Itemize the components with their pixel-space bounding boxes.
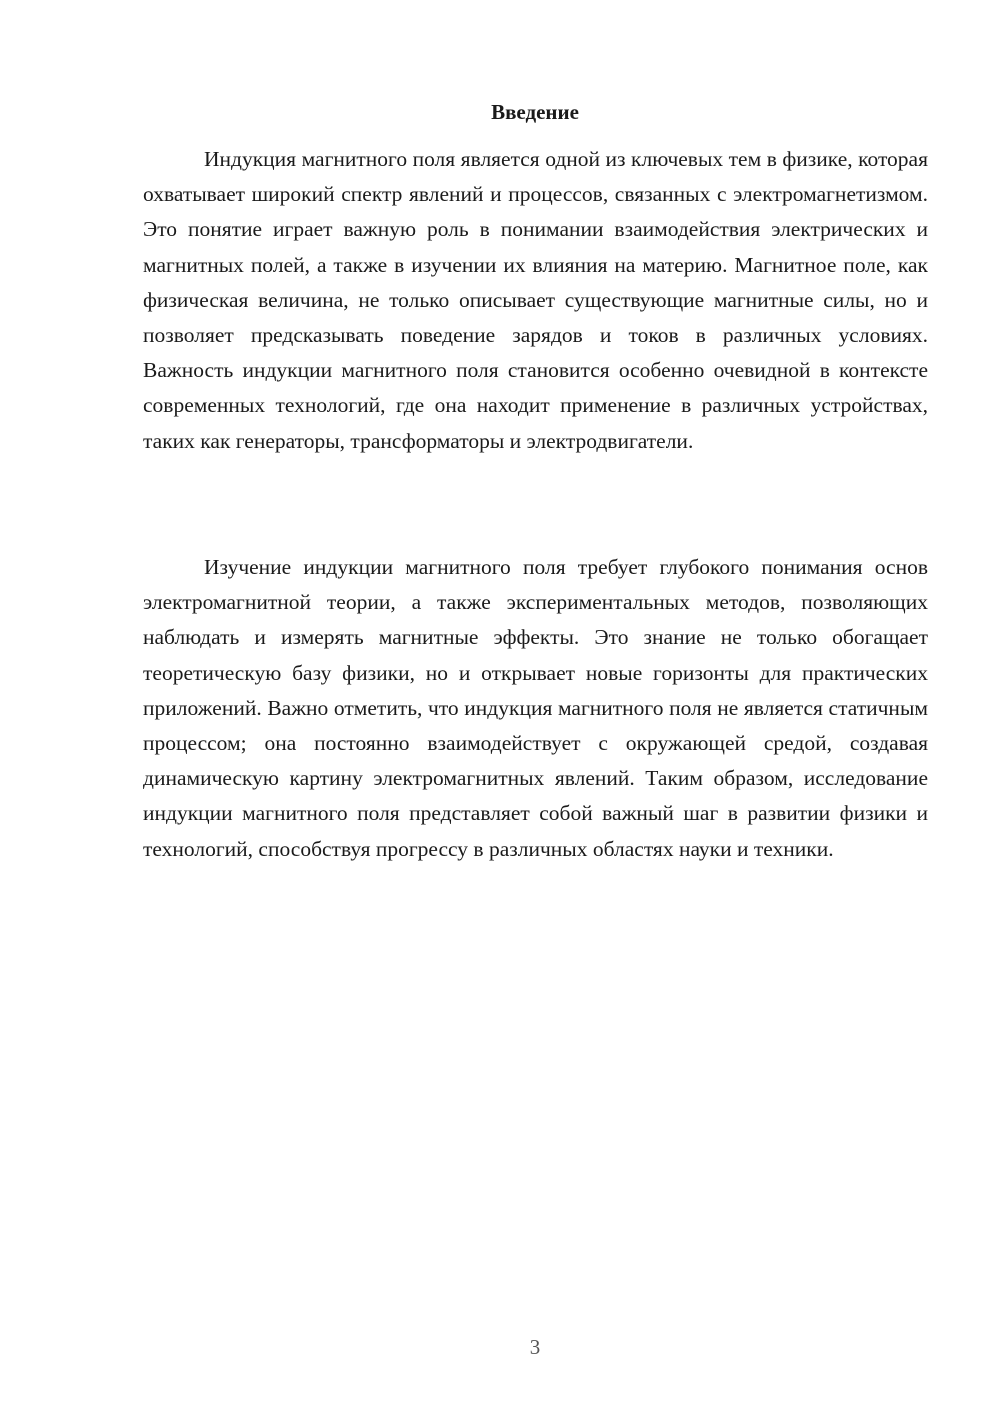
section-heading: Введение <box>491 100 579 124</box>
page-number: 3 <box>529 1335 541 1359</box>
paragraph-2: Изучение индукции магнитного поля требует глубокого понимания основ электромагнитной теории, а также экспериментальных методов, позволяющих наблюдать и измерять магнитные эффекты. Это знание не только обогащает теоретическую базу физики, но и открывает новые горизонты для практических приложений. Важно отметить, что индукция магнитного поля не является статичным процессом; она постоянно взаимодействует с окружающей средой, создавая динамическую картину электромагнитных явлений. Таким образом, исследование индукции магнитного поля представляет собой важный шаг в развитии физики и технологий, способствуя прогрессу в различных областях науки и техники. <box>143 555 928 861</box>
paragraph-1: Индукция магнитного поля является одной из ключевых тем в физике, которая охватывает широкий спектр явлений и процессов, связанных с электромагнетизмом. Это понятие играет важную роль в понимании взаимодействия электрических и магнитных полей, а также в изучении их влияния на материю. Магнитное поле, как физическая величина, не только описывает существующие магнитные силы, но и позволяет предсказывать поведение зарядов и токов в различных условиях. Важность индукции магнитного поля становится особенно очевидной в контексте современных технологий, где она находит применение в различных устройствах, таких как генераторы, трансформаторы и электродвигатели. <box>143 147 928 453</box>
